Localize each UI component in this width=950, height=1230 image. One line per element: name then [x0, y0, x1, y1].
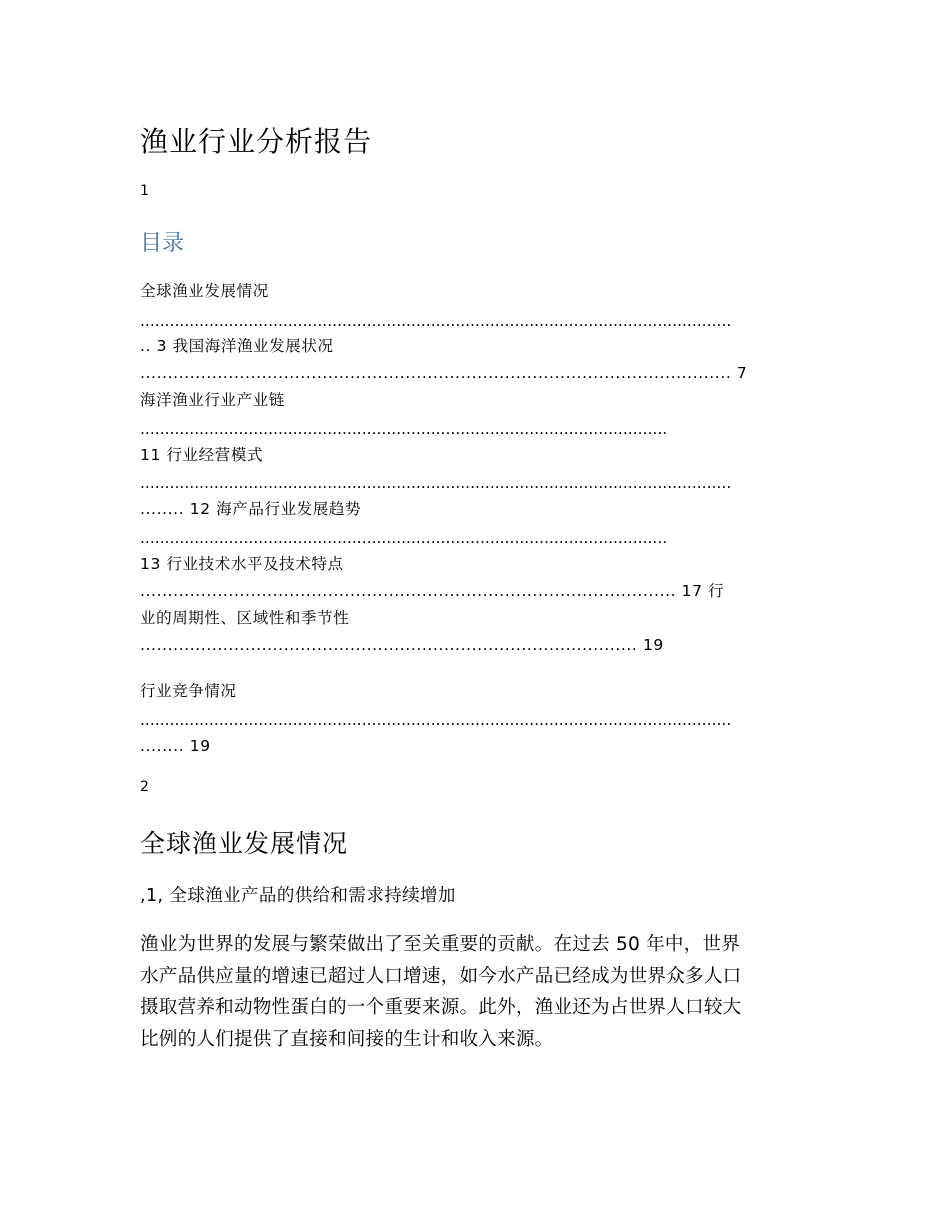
page-number: 2	[140, 779, 149, 795]
toc-entry[interactable]: 业的周期性、区域性和季节性	[140, 609, 350, 627]
toc-leader: ........................................................................................................................	[140, 474, 732, 492]
toc-entry[interactable]: 13 行业技术水平及技术特点	[140, 555, 344, 573]
toc-entry[interactable]: ........ 12 海产品行业发展趋势	[140, 500, 362, 518]
page-number: 1	[140, 183, 149, 199]
toc-leader: ........................................................................................................... 7	[140, 364, 748, 382]
subsection-heading: ,1, 全球渔业产品的供给和需求持续增加	[140, 886, 456, 906]
section-heading: 全球渔业发展情况	[140, 829, 349, 858]
toc-leader: .......................................................................................... 19	[140, 636, 664, 654]
toc-leader: ........ 19	[140, 737, 211, 755]
toc-leader: ...........................................................................................................	[140, 420, 668, 438]
toc-entry[interactable]: 海洋渔业行业产业链	[140, 391, 285, 409]
toc-entry[interactable]: .. 3 我国海洋渔业发展状况	[140, 337, 334, 355]
toc-heading: 目录	[140, 231, 185, 256]
toc-entry[interactable]: 全球渔业发展情况	[140, 282, 269, 300]
toc-leader: ........................................................................................................................	[140, 312, 732, 330]
paragraph-line: 摄取营养和动物性蛋白的一个重要来源。此外，渔业还为占世界人口较大	[140, 997, 742, 1018]
toc-entry[interactable]: 行业竞争情况	[140, 682, 237, 700]
toc-entry[interactable]: 11 行业经营模式	[140, 446, 264, 464]
body-paragraph	[140, 929, 812, 1055]
paragraph-line: 比例的人们提供了直接和间接的生计和收入来源。	[140, 1028, 554, 1050]
paragraph-line: 水产品供应量的增速已超过人口增速，如今水产品已经成为世界众多人口	[140, 965, 742, 987]
toc-leader: ................................................................................................. 17 行	[140, 582, 725, 600]
toc-leader: ........................................................................................................................	[140, 711, 732, 729]
toc-leader: ...........................................................................................................	[140, 529, 668, 547]
document-title: 渔业行业分析报告	[140, 125, 373, 158]
paragraph-line: 渔业为世界的发展与繁荣做出了至关重要的贡献。在过去 50 年中，世界	[140, 934, 741, 955]
